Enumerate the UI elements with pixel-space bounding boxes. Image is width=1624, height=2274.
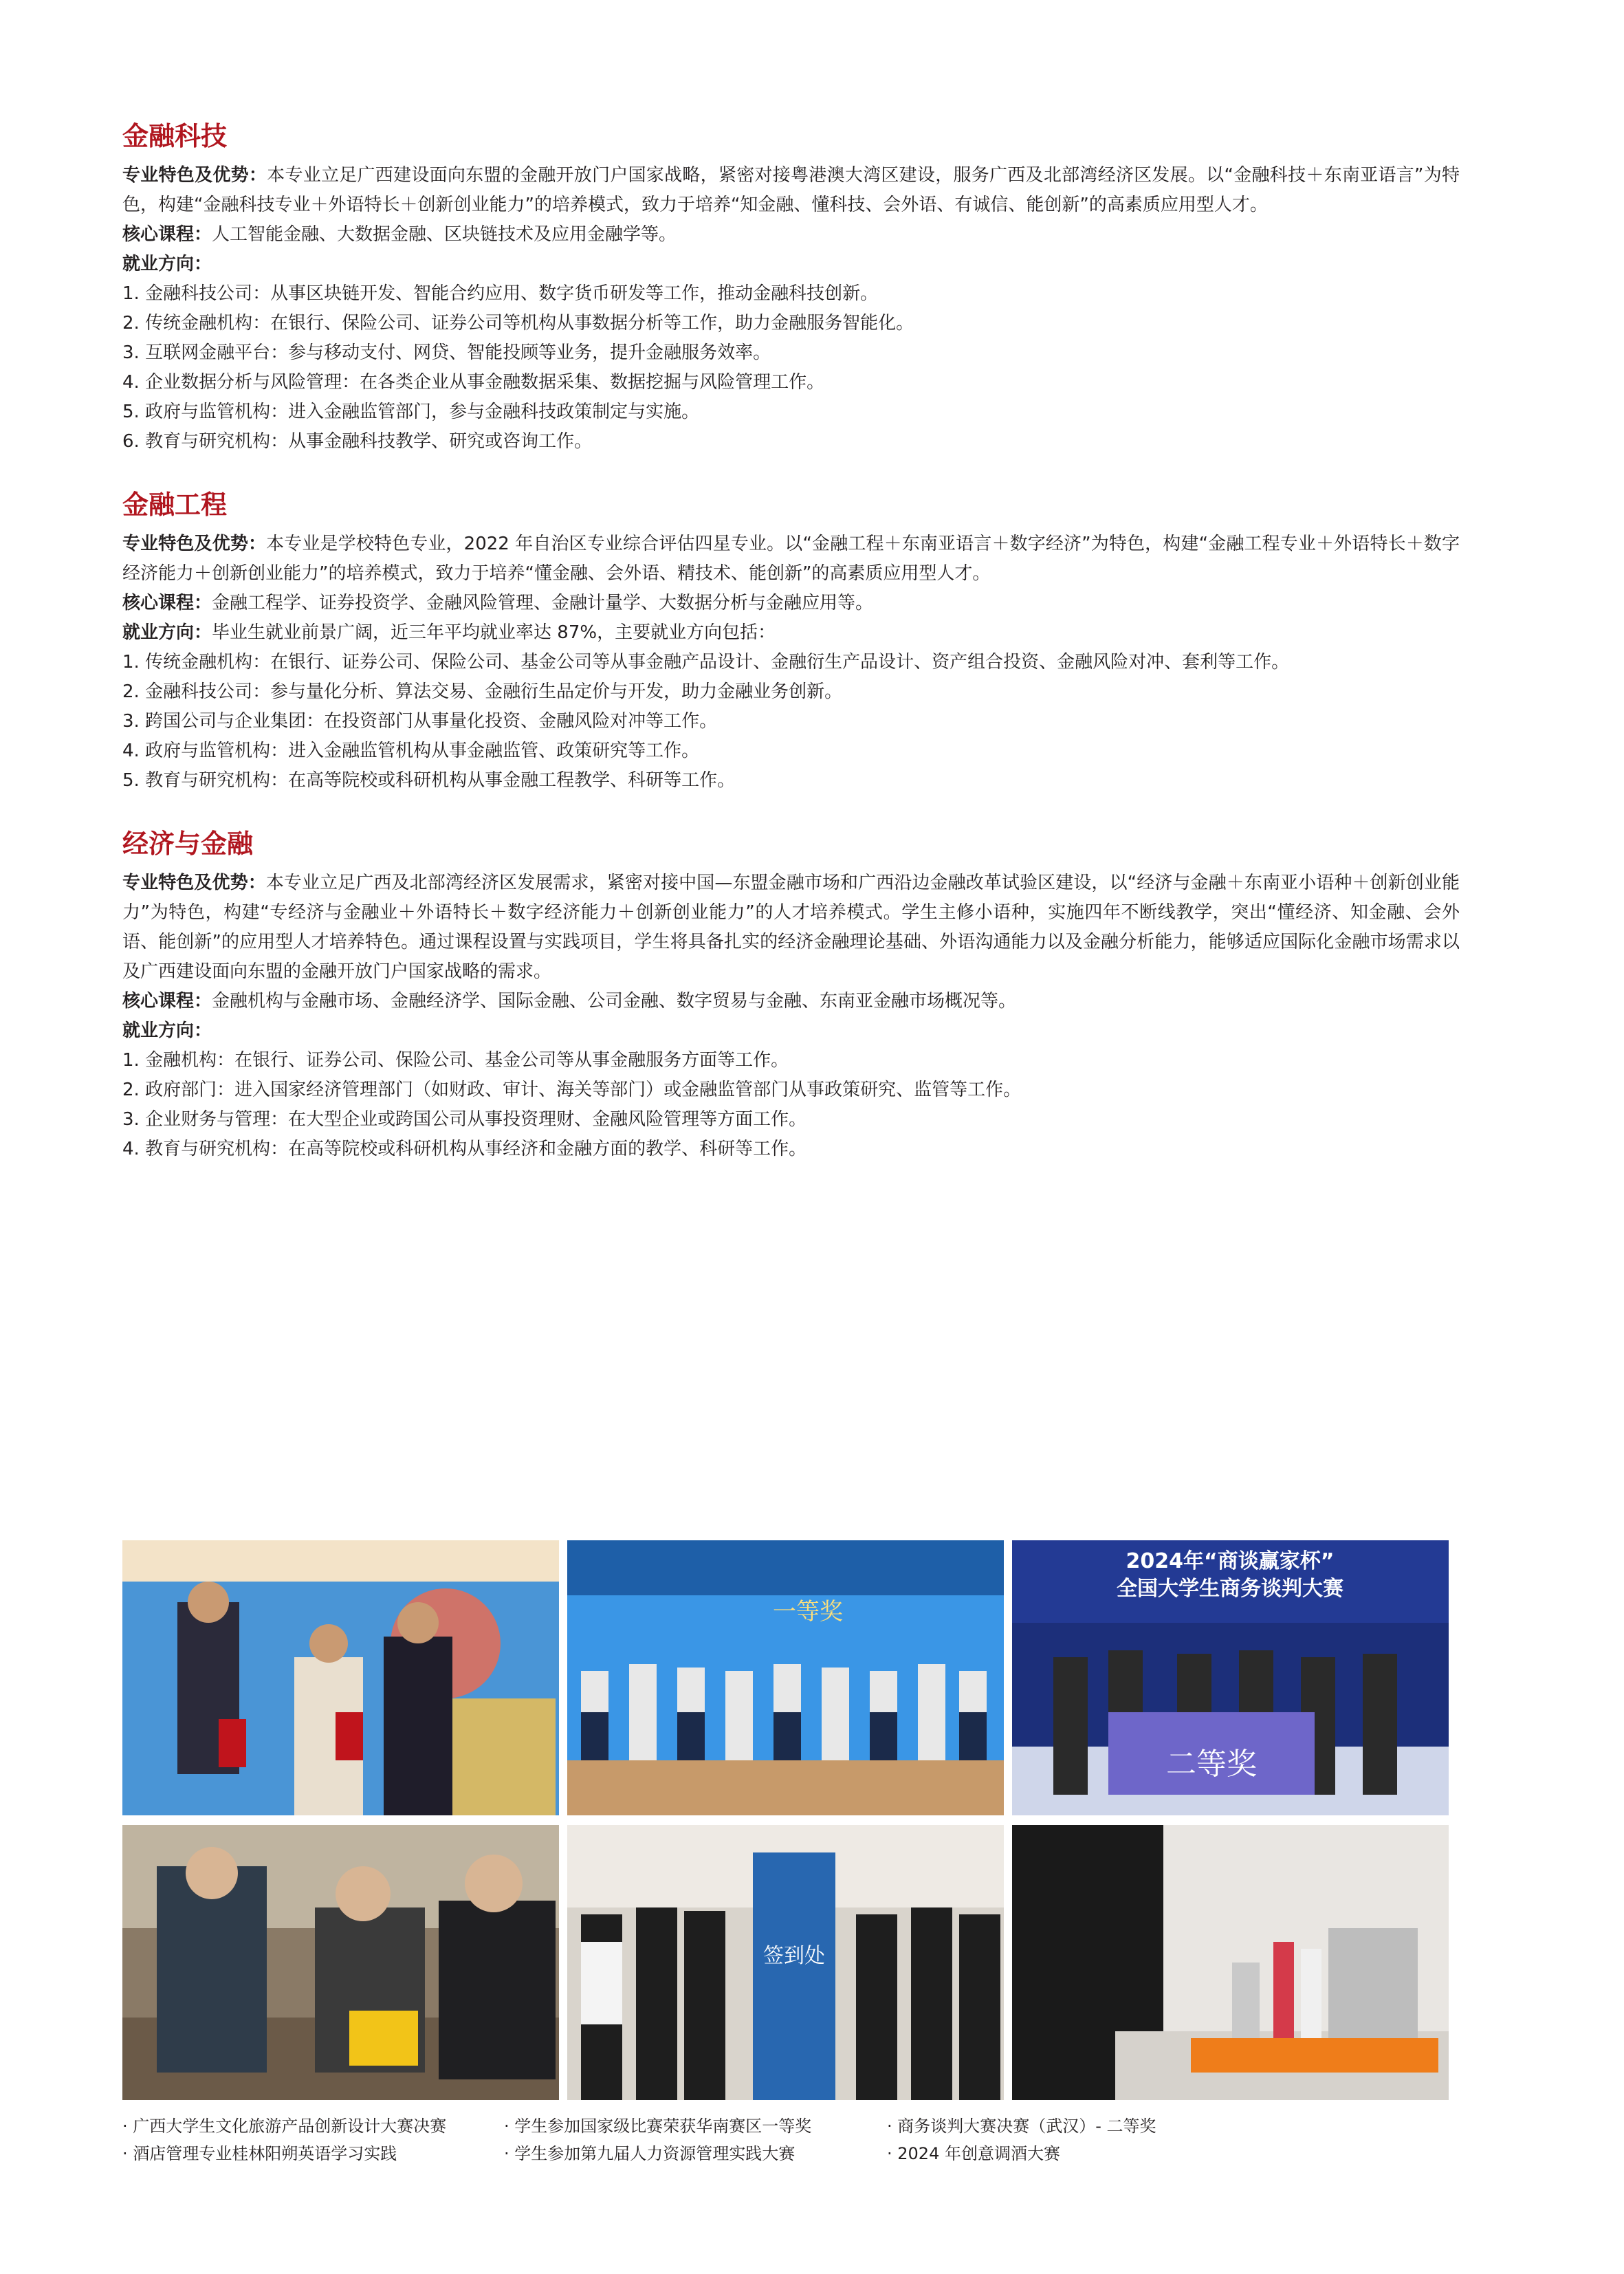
career-item: 4. 企业数据分析与风险管理：在各类企业从事金融数据采集、数据挖掘与风险管理工作。 (122, 372, 825, 393)
caption: · 学生参加国家级比赛荣获华南赛区一等奖 (504, 2117, 812, 2136)
career-item: 2. 金融科技公司：参与量化分析、算法交易、金融衍生品定价与开发，助力金融业务创新。 (122, 681, 843, 702)
career-item: 1. 金融科技公司：从事区块链开发、智能合约应用、数字货币研发等工作，推动金融科技创新。 (122, 283, 879, 304)
courses-text: 人工智能金融、大数据金融、区块链技术及应用金融学等。 (212, 224, 677, 245)
photo-image (1012, 1540, 1449, 1815)
career-item: 2. 政府部门：进入国家经济管理部门（如财政、审计、海关等部门）或金融监管部门从事政策研究、监管等工作。 (122, 1080, 1022, 1100)
photo-grid (122, 1540, 1463, 2104)
photo-image (567, 1540, 1004, 1815)
caption: · 学生参加第九届人力资源管理实践大赛 (504, 2144, 795, 2163)
career-item: 6. 教育与研究机构：从事金融科技教学、研究或咨询工作。 (122, 431, 593, 452)
photo-image (1012, 1825, 1449, 2100)
feature-label: 专业特色及优势： (122, 534, 267, 554)
photo-hr-contest (567, 1825, 1004, 2100)
courses-paragraph (122, 220, 1460, 250)
photo-image (122, 1540, 559, 1815)
career-item: 3. 互联网金融平台：参与移动支付、网贷、智能投顾等业务，提升金融服务效率。 (122, 342, 771, 363)
photo-banner-line1: 2024年“商谈赢家杯” (1126, 1549, 1335, 1573)
feature-label: 专业特色及优势： (122, 165, 267, 186)
section-financial-engineering (122, 485, 1460, 796)
career-label: 就业方向： (122, 254, 212, 274)
feature-text: 本专业是学校特色专业，2022 年自治区专业综合评估四星专业。以“金融工程＋东南亚语言＋数字经济”为特色，构建“金融工程专业＋外语特长＋数字经济能力＋创新创业能力”的培养模式，致力于培养“懂金融、会外语、精技术、能创新”的高素质应用型人才。 (122, 534, 1460, 584)
career-paragraph (122, 250, 1460, 279)
photo-cocktail-contest (1012, 1825, 1449, 2100)
caption: · 商务谈判大赛决赛（武汉）- 二等奖 (887, 2117, 1156, 2136)
career-item: 5. 政府与监管机构：进入金融监管部门，参与金融科技政策制定与实施。 (122, 402, 700, 422)
section-fintech (122, 117, 1460, 457)
feature-text: 本专业立足广西建设面向东盟的金融开放门户国家战略，紧密对接粤港澳大湾区建设，服务广西及北部湾经济区发展。以“金融科技＋东南亚语言”为特色，构建“金融科技专业＋外语特长＋创新创业能力”的培养模式，致力于培养“知金融、懂科技、会外语、有诚信、能创新”的高素质应用型人才。 (122, 165, 1460, 215)
career-paragraph (122, 618, 1460, 648)
courses-label: 核心课程： (122, 593, 212, 613)
photo-english-practice (122, 1825, 559, 2100)
career-item: 3. 企业财务与管理：在大型企业或跨国公司从事投资理财、金融风险管理等方面工作。 (122, 1109, 807, 1130)
career-item: 1. 传统金融机构：在银行、证券公司、保险公司、基金公司等从事金融产品设计、金融衍生产品设计、资产组合投资、金融风险对冲、套利等工作。 (122, 652, 1290, 673)
courses-text: 金融机构与金融市场、金融经济学、国际金融、公司金融、数字贸易与金融、东南亚金融市场概况等。 (212, 991, 1017, 1012)
feature-paragraph (122, 868, 1460, 987)
courses-paragraph (122, 589, 1460, 618)
photo-image (567, 1825, 1004, 2100)
photo-first-prize-stage (567, 1540, 1004, 1815)
caption: · 广西大学生文化旅游产品创新设计大赛决赛 (122, 2117, 447, 2136)
caption: · 2024 年创意调酒大赛 (887, 2144, 1060, 2163)
feature-paragraph (122, 161, 1460, 220)
career-text: 毕业生就业前景广阔，近三年平均就业率达 87%，主要就业方向包括： (212, 622, 776, 643)
photo-award-text: 二等奖 (1166, 1747, 1257, 1782)
career-item: 3. 跨国公司与企业集团：在投资部门从事量化投资、金融风险对冲等工作。 (122, 711, 718, 732)
photo-image (122, 1825, 559, 2100)
courses-paragraph (122, 987, 1460, 1016)
courses-label: 核心课程： (122, 991, 212, 1012)
section-economics-finance (122, 824, 1460, 1164)
photo-cultural-tourism-contest (122, 1540, 559, 1815)
photo-award-text: 一等奖 (773, 1598, 843, 1626)
career-label: 就业方向： (122, 622, 212, 643)
career-item: 4. 教育与研究机构：在高等院校或科研机构从事经济和金融方面的教学、科研等工作。 (122, 1139, 807, 1159)
career-item: 4. 政府与监管机构：进入金融监管机构从事金融监管、政策研究等工作。 (122, 741, 700, 761)
photo-banner-line2: 全国大学生商务谈判大赛 (1117, 1577, 1343, 1601)
feature-paragraph (122, 529, 1460, 589)
courses-label: 核心课程： (122, 224, 212, 245)
photo-negotiation-contest (1012, 1540, 1449, 1815)
section-title: 经济与金融 (122, 829, 254, 859)
career-item: 1. 金融机构：在银行、证券公司、保险公司、基金公司等从事金融服务方面等工作。 (122, 1050, 789, 1071)
career-item: 5. 教育与研究机构：在高等院校或科研机构从事金融工程教学、科研等工作。 (122, 770, 736, 791)
section-title: 金融工程 (122, 490, 228, 520)
career-paragraph (122, 1016, 1460, 1046)
career-label: 就业方向： (122, 1020, 212, 1041)
article-body (122, 117, 1460, 1193)
feature-label: 专业特色及优势： (122, 873, 266, 893)
career-item: 2. 传统金融机构：在银行、保险公司、证券公司等机构从事数据分析等工作，助力金融服务智能化。 (122, 313, 914, 334)
section-title: 金融科技 (122, 121, 228, 151)
caption: · 酒店管理专业桂林阳朔英语学习实践 (122, 2144, 397, 2163)
photo-captions (122, 2112, 1463, 2174)
photo-sign-text: 签到处 (763, 1944, 825, 1968)
courses-text: 金融工程学、证券投资学、金融风险管理、金融计量学、大数据分析与金融应用等。 (212, 593, 874, 613)
feature-text: 本专业立足广西及北部湾经济区发展需求，紧密对接中国—东盟金融市场和广西沿边金融改革试验区建设，以“经济与金融＋东南亚小语种＋创新创业能力”为特色，构建“专经济与金融业＋外语特长＋数字经济能力＋创新创业能力”的人才培养模式。学生主修小语种，实施四年不断线教学，突出“懂经济、知金融、会外语、能创新”的应用型人才培养特色。通过课程设置与实践项目，学生将具备扎实的经济金融理论基础、外语沟通能力以及金融分析能力，能够适应国际化金融市场需求以及广西建设面向东盟的金融开放门户国家战略的需求。 (122, 873, 1460, 982)
